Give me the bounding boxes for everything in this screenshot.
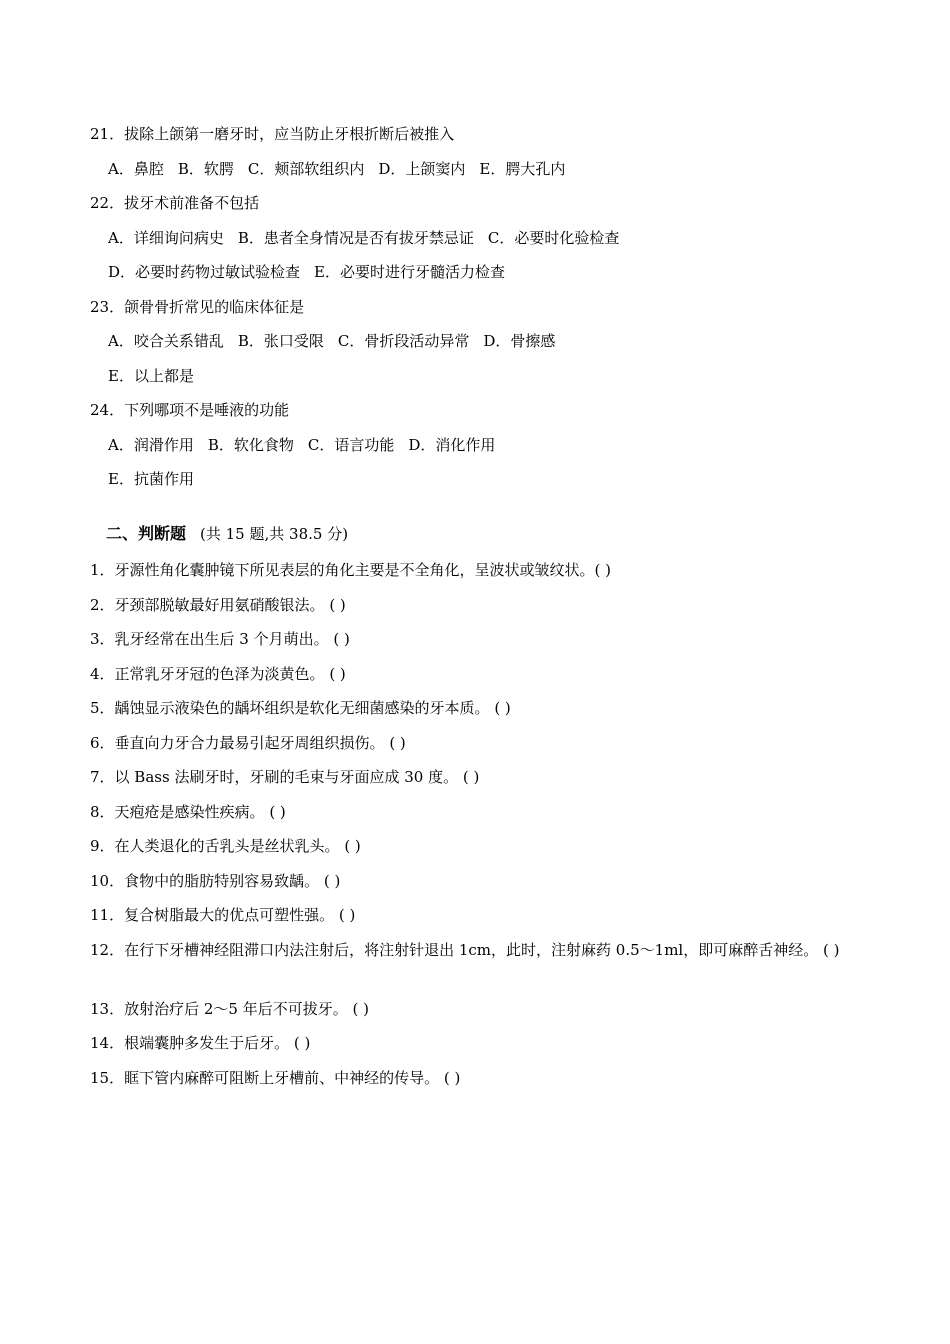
tf-item-11: 11．复合树脂最大的优点可塑性强。 ( ) xyxy=(90,906,356,924)
tf-item-2: 2．牙颈部脱敏最好用氨硝酸银法。 ( ) xyxy=(90,596,346,614)
option: D．必要时药物过敏试验检查 xyxy=(108,263,301,281)
option: E．腭大孔内 xyxy=(479,160,566,178)
option: B．张口受限 xyxy=(237,332,324,350)
mc-options-23-line1 xyxy=(108,331,555,351)
tf-item-4: 4．正常乳牙牙冠的色泽为淡黄色。 ( ) xyxy=(90,665,346,683)
option: C．语言功能 xyxy=(307,436,395,454)
section-title: 二、判断题 xyxy=(106,524,187,543)
tf-item-10: 10．食物中的脂肪特别容易致龋。 ( ) xyxy=(90,872,341,890)
section-meta: (共 15 题,共 38.5 分) xyxy=(200,525,349,543)
option: B．患者全身情况是否有拔牙禁忌证 xyxy=(237,229,474,247)
tf-item-7: 7．以 Bass 法刷牙时，牙刷的毛束与牙面应成 30 度。 ( ) xyxy=(90,768,480,786)
option: A．详细询问病史 xyxy=(108,229,224,247)
mc-question-23: 23．颌骨骨折常见的临床体征是 xyxy=(90,298,305,316)
tf-item-15: 15．眶下管内麻醉可阻断上牙槽前、中神经的传导。 ( ) xyxy=(90,1069,461,1087)
option: C．颊部软组织内 xyxy=(247,160,365,178)
tf-item-13: 13．放射治疗后 2～5 年后不可拔牙。 ( ) xyxy=(90,1000,369,1018)
tf-item-1: 1．牙源性角化囊肿镜下所见表层的角化主要是不全角化，呈波状或皱纹状。( ) xyxy=(90,561,612,579)
mc-question-21: 21．拔除上颌第一磨牙时，应当防止牙根折断后被推入 xyxy=(90,125,455,143)
tf-item-14: 14．根端囊肿多发生于后牙。 ( ) xyxy=(90,1034,311,1052)
mc-options-21 xyxy=(108,159,565,179)
mc-options-24-line1 xyxy=(108,435,495,455)
tf-item-12: 12．在行下牙槽神经阻滞口内法注射后，将注射针退出 1cm，此时，注射麻药 0.5～1ml，即可麻醉舌神经。 ( ) xyxy=(90,941,840,959)
option: E．必要时进行牙髓活力检查 xyxy=(314,263,505,281)
mc-options-22-line1 xyxy=(108,228,619,248)
tf-item-8: 8．天疱疮是感染性疾病。 ( ) xyxy=(90,803,286,821)
option: A．咬合关系错乱 xyxy=(108,332,224,350)
mc-options-24-line2 xyxy=(108,469,194,489)
tf-item-3: 3．乳牙经常在出生后 3 个月萌出。 ( ) xyxy=(90,630,350,648)
tf-item-6: 6．垂直向力牙合力最易引起牙周组织损伤。 ( ) xyxy=(90,734,406,752)
option: B．软腭 xyxy=(177,160,234,178)
option: E．抗菌作用 xyxy=(108,470,194,488)
option: E．以上都是 xyxy=(108,367,194,385)
option: B．软化食物 xyxy=(207,436,294,454)
tf-item-5: 5．龋蚀显示液染色的龋坏组织是软化无细菌感染的牙本质。 ( ) xyxy=(90,699,511,717)
option: A．鼻腔 xyxy=(108,160,164,178)
option: D．上颌窦内 xyxy=(378,160,466,178)
mc-options-23-line2 xyxy=(108,366,194,386)
option: A．润滑作用 xyxy=(108,436,194,454)
option: C．必要时化验检查 xyxy=(487,229,620,247)
mc-question-24: 24．下列哪项不是唾液的功能 xyxy=(90,401,290,419)
mc-options-22-line2 xyxy=(108,262,505,282)
option: D．消化作用 xyxy=(408,436,496,454)
option: D．骨擦感 xyxy=(483,332,556,350)
mc-question-22: 22．拔牙术前准备不包括 xyxy=(90,194,260,212)
tf-item-9: 9．在人类退化的舌乳头是丝状乳头。 ( ) xyxy=(90,837,361,855)
option: C．骨折段活动异常 xyxy=(337,332,470,350)
section-heading xyxy=(106,524,348,544)
